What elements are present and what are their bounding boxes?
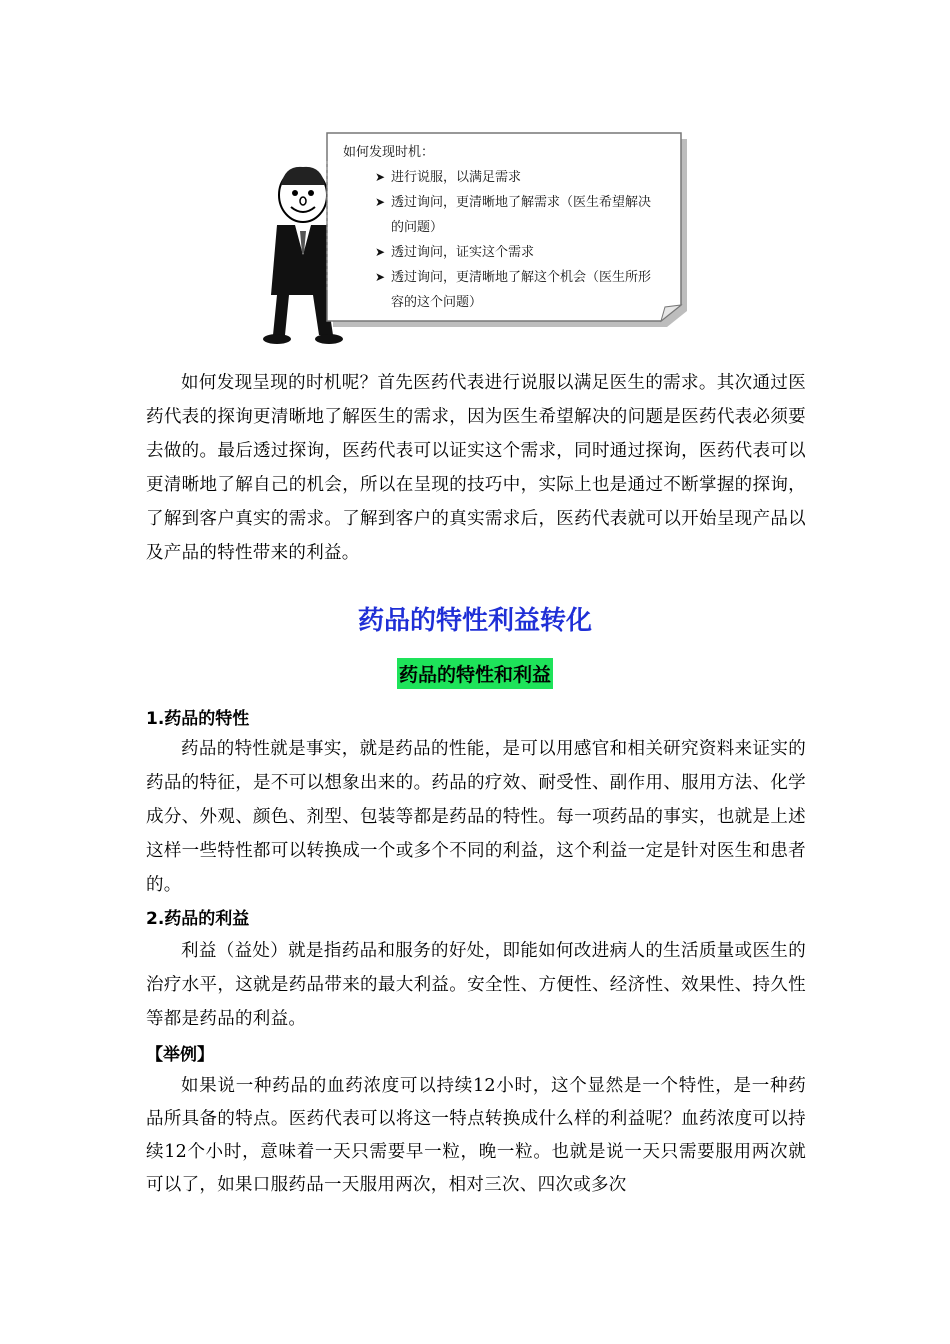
subsection-title-wrap — [0, 658, 950, 689]
board-item: ➤ 透过询问，更清晰地了解这个机会（医生所形 容的这个问题） — [377, 265, 687, 315]
heading-benefits: 2.药品的利益 — [146, 909, 250, 929]
board-item: ➤ 透过询问，更清晰地了解需求（医生希望解决 的问题） — [377, 190, 687, 240]
subsection-title: 药品的特性和利益 — [397, 658, 553, 689]
board-list — [377, 165, 687, 315]
arrow-icon: ➤ — [375, 170, 386, 184]
illustration — [255, 125, 695, 340]
example-paragraph: 如果说一种药品的血药浓度可以持续12小时，这个显然是一个特性，是一种药品所具备的特点。医药代表可以将这一特点转换成什么样的利益呢？血药浓度可以持续12个小时，意味着一天只需要早一粒，晚一粒。也就是说一天只需要服用两次就可以了，如果口服药品一天服用两次，相对三次、四次或多次 — [146, 1076, 806, 1195]
intro-paragraph: 如何发现呈现的时机呢？首先医药代表进行说服以满足医生的需求。其次通过医药代表的探询更清晰地了解医生的需求，因为医生希望解决的问题是医药代表必须要去做的。最后透过探询，医药代表可以证实这个需求，同时通过探询，医药代表可以更清晰地了解自己的机会，所以在呈现的技巧中，实际上也是通过不断掌握的探询，了解到客户真实的需求。了解到客户的真实需求后，医药代表就可以开始呈现产品以及产品的特性带来的利益。 — [146, 373, 806, 563]
example-label: 【举例】 — [146, 1045, 214, 1065]
arrow-icon: ➤ — [375, 270, 386, 284]
heading-features: 1.药品的特性 — [146, 709, 250, 729]
board-item: ➤ 透过询问，证实这个需求 — [377, 240, 687, 265]
section-title: 药品的特性利益转化 — [357, 606, 592, 636]
benefits-paragraph: 利益（益处）就是指药品和服务的好处，即能如何改进病人的生活质量或医生的治疗水平，这就是药品带来的最大利益。安全性、方便性、经济性、效果性、持久性等都是药品的利益。 — [146, 941, 806, 1029]
features-paragraph: 药品的特性就是事实，就是药品的性能，是可以用感官和相关研究资料来证实的药品的特征，是不可以想象出来的。药品的疗效、耐受性、副作用、服用方法、化学成分、外观、颜色、剂型、包装等都是药品的特性。每一项药品的事实，也就是上述这样一些特性都可以转换成一个或多个不同的利益，这个利益一定是针对医生和患者的。 — [146, 739, 806, 895]
arrow-icon: ➤ — [375, 245, 386, 259]
presentation-board — [325, 131, 691, 331]
board-title: 如何发现时机： — [343, 145, 435, 160]
arrow-icon: ➤ — [375, 195, 386, 209]
board-item: ➤ 进行说服，以满足需求 — [377, 165, 687, 190]
